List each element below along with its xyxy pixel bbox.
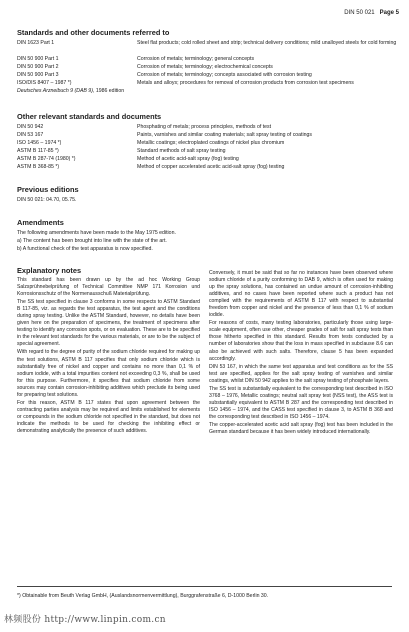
notes-paragraph: This standard has been drawn up by the ad hoc Working Group Salzsprühnebelprüfung of Technical Committee NMP 171 Korrosion und Korrosionsschutz of the Normenausschuß Materialprüfung. <box>17 277 200 298</box>
standard-code: DIN 50 900 Part 3 <box>17 72 59 78</box>
notes-paragraph: Conversely, it must be said that so far no instances have been observed where sodium chloride of a purity conforming to DAB 9, which is often used for making up the spray solutions, has contained an undue amount of corrosion-inhibiting additives, and no cases have been reported where such a product has not complied with the requirements of ASTM B 117 with respect to substantial freedom from copper and nickel and the presence of less than 0,1 % of sodium iodide. <box>209 270 393 319</box>
other-desc: Phosphating of metals; process principles, methods of test <box>137 124 272 130</box>
section-title-previous: Previous editions <box>17 185 79 194</box>
section-title-standards: Standards and other documents referred to <box>17 28 170 37</box>
previous-editions-text: DIN 50 021: 04.70, 05.75. <box>17 197 77 203</box>
notes-paragraph: With regard to the degree of purity of the sodium chloride required for making up the test solutions, ASTM B 117 specifies that only sodium chloride which is substantially free of nickel and copper and contains no more than 0,1 % of sodium iodide, with a total impurities content not exceeding 0,3 %, shall be used for this purpose. Furthermore, it specifies that sodium chloride from some sources may contain corrosion-inhibiting additives which preclude its being used for preparing test solutions. <box>17 349 200 398</box>
other-code: DIN 50 942 <box>17 124 44 130</box>
standard-desc: Metals and alloys; procedures for removal of corrosion products from corrosion test specimens <box>137 80 354 86</box>
notes-paragraph: The SS test is substantially equivalent to the corresponding test described in ISO 3768 – 1976, Metallic coatings; neutral salt spray test (NSS test), the ASS test is substantially equivalent to ASTM B 287 and the corresponding test described in ISO 1456 – 1974, and the CASS test specified in clause 3, to ASTM B 368 and the corresponding test described in ISO 1456 – 1974. <box>209 385 393 420</box>
notes-paragraph: For this reason, ASTM B 117 states that upon agreement between the contracting parties analysis may be required and limits established for elements or compounds in the sodium chloride not specified in the standard, but does not indicate the methods to be used for checking the inhibiting effect or demonstrating analytically the presence of such additives. <box>17 399 200 434</box>
notes-right-column <box>209 270 393 437</box>
footnote: *) Obtainable from Beuth Verlag GmbH, (Auslandsnormenvermittlung), Burggrafenstraße 6, D-1000 Berlin 30. <box>17 593 269 599</box>
standard-code: ISO/DIS 8407 – 1987 *) <box>17 80 72 86</box>
other-desc: Standard methods of salt spray testing <box>137 148 226 154</box>
section-title-amendments: Amendments <box>17 218 64 227</box>
standard-code: DIN 50 900 Part 1 <box>17 56 59 62</box>
notes-paragraph: The SS test specified in clause 3 conforms in some respects to ASTM Standard B 117-85, viz. as regards the test apparatus, the test agent and the conditions during spray testing. Unlike the ASTM Standard, however, no details have been given here on the preparation of specimens, the treatment of specimens after testing to identify any corrosion spots, or on evaluation. These are to be specified in the relevant test standards for the various materials, or are to be the subject of special agreement. <box>17 299 200 348</box>
section-title-notes: Explanatory notes <box>17 266 82 275</box>
amendments-intro: The following amendments have been made to the May 1975 edition. <box>17 230 176 236</box>
doc-number: DIN 50 021 <box>344 10 375 16</box>
other-code: ISO 1456 – 1974 *) <box>17 140 62 146</box>
dab-edition: , 1986 edition <box>92 88 125 94</box>
standard-desc: Steel flat products; cold rolled sheet and strip; technical delivery conditions; mild unalloyed steels for cold forming <box>137 40 397 46</box>
footnote-divider <box>17 586 392 587</box>
amendment-item: b) A functional check of the test apparatus is now specified. <box>17 246 153 252</box>
other-code: ASTM B 117-85 *) <box>17 148 59 154</box>
standard-desc: Corrosion of metals; terminology; concepts associated with corrosion testing <box>137 72 312 78</box>
other-desc: Metallic coatings; electroplated coatings of nickel plus chromium <box>137 140 285 146</box>
dab-reference <box>17 88 124 95</box>
standard-code: DIN 50 900 Part 2 <box>17 64 59 70</box>
amendment-item: a) The content has been brought into line with the state of the art. <box>17 238 167 244</box>
notes-paragraph: The copper-accelerated acetic acid salt spray (fog) test has been included in the German standard because it has been widely introduced internationally. <box>209 421 393 436</box>
other-code: DIN 53 167 <box>17 132 44 138</box>
notes-paragraph: DIN 53 167, in which the same test apparatus and test conditions as for the SS test are specified, applies for the salt spray testing of varnishes and similar coatings, whilst DIN 50 942 applies to the salt spray testing of phosphate layers. <box>209 363 393 384</box>
other-desc: Paints, varnishes and similar coating materials; salt spray testing of coatings <box>137 132 313 138</box>
other-code: ASTM B 287-74 (1980) *) <box>17 156 76 162</box>
page-number: Page 5 <box>379 10 399 16</box>
other-code: ASTM B 368-85 *) <box>17 164 60 170</box>
other-desc: Method of acetic acid-salt spray (fog) testing <box>137 156 239 162</box>
page-header <box>344 10 399 16</box>
section-title-other: Other relevant standards and documents <box>17 112 162 121</box>
standard-desc: Corrosion of metals; terminology; electrochemical concepts <box>137 64 273 70</box>
notes-left-column <box>17 277 200 436</box>
standard-desc: Corrosion of metals; terminology; general concepts <box>137 56 255 62</box>
standard-code: DIN 1623 Part 1 <box>17 40 55 46</box>
other-desc: Method of copper accelerated acetic acid-salt spray (fog) testing <box>137 164 285 170</box>
dab-title: Deutsches Arzneibuch 9 (DAB 9) <box>17 88 93 94</box>
notes-paragraph: For reasons of costs, many testing laboratories, particularly those using large-scale equipment, often use other, cheaper grades of salt for salt spray tests than those hitherto specified in this standard. Results from tests conducted by a number of laboratories show that the loss in mass specified in subclause 8.6 can also be achieved with such salts. Therefore, clause 5 has been expanded accordingly. <box>209 320 393 362</box>
watermark: 林频股份 http://www.linpin.com.cn <box>4 615 166 625</box>
